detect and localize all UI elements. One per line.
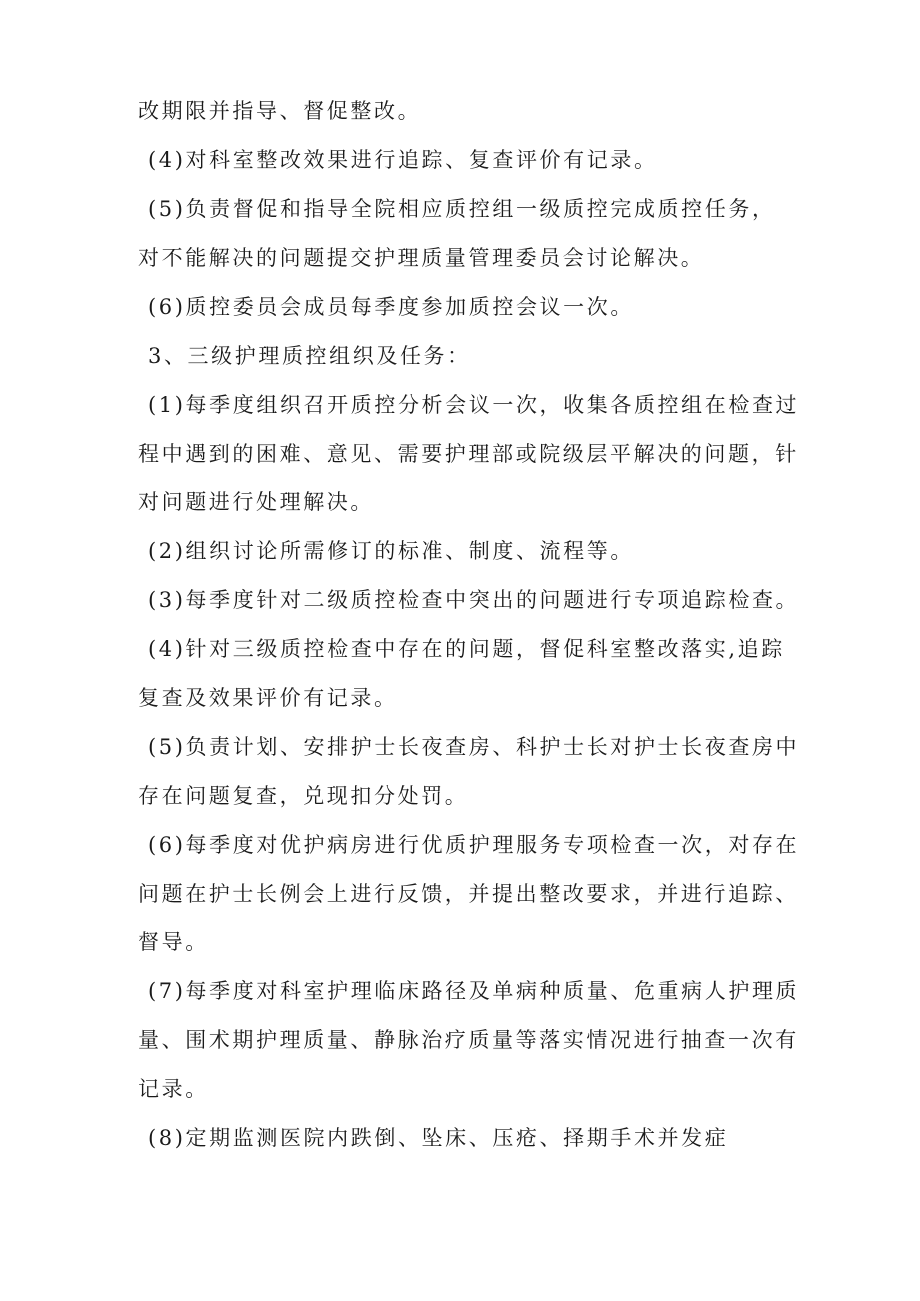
text-line: 存在问题复查，兑现扣分处罚。 (138, 784, 469, 808)
text-line: (5)负责督促和指导全院相应质控组一级质控完成质控任务， (148, 197, 776, 221)
text-line: 改期限并指导、督促整改。 (138, 99, 422, 123)
text-line: (2)组织讨论所需修订的标准、制度、流程等。 (148, 539, 634, 563)
text-line: 复查及效果评价有记录。 (138, 686, 398, 710)
text-line: 对问题进行处理解决。 (138, 490, 374, 514)
text-line: 问题在护士长例会上进行反馈，并提出整改要求，并进行追踪、 (138, 882, 799, 906)
text-line: 督导。 (138, 930, 209, 954)
text-line: (3)每季度针对二级质控检查中突出的问题进行专项追踪检查。 (148, 588, 800, 612)
text-line: (1)每季度组织召开质控分析会议一次，收集各质控组在检查过 (148, 393, 800, 417)
text-line: 记录。 (138, 1077, 209, 1101)
section-heading: 3、三级护理质控组织及任务： (148, 344, 471, 368)
text-line: (4)针对三级质控检查中存在的问题，督促科室整改落实,追踪 (148, 637, 785, 661)
text-line: (6)质控委员会成员每季度参加质控会议一次。 (148, 295, 634, 319)
text-line: (7)每季度对科室护理临床路径及单病种质量、危重病人护理质 (148, 979, 800, 1003)
text-line: (4)对科室整改效果进行追踪、复查评价有记录。 (148, 148, 658, 172)
text-line: 量、围术期护理质量、静脉治疗质量等落实情况进行抽查一次有 (138, 1028, 799, 1052)
text-line: 对不能解决的问题提交护理质量管理委员会讨论解决。 (138, 246, 705, 270)
text-line: (6)每季度对优护病房进行优质护理服务专项检查一次，对存在 (148, 833, 800, 857)
text-line: 程中遇到的困难、意见、需要护理部或院级层平解决的问题，针 (138, 442, 799, 466)
text-line: (8)定期监测医院内跌倒、坠床、压疮、择期手术并发症 (148, 1126, 729, 1150)
text-line: (5)负责计划、安排护士长夜查房、科护士长对护士长夜查房中 (148, 735, 800, 759)
